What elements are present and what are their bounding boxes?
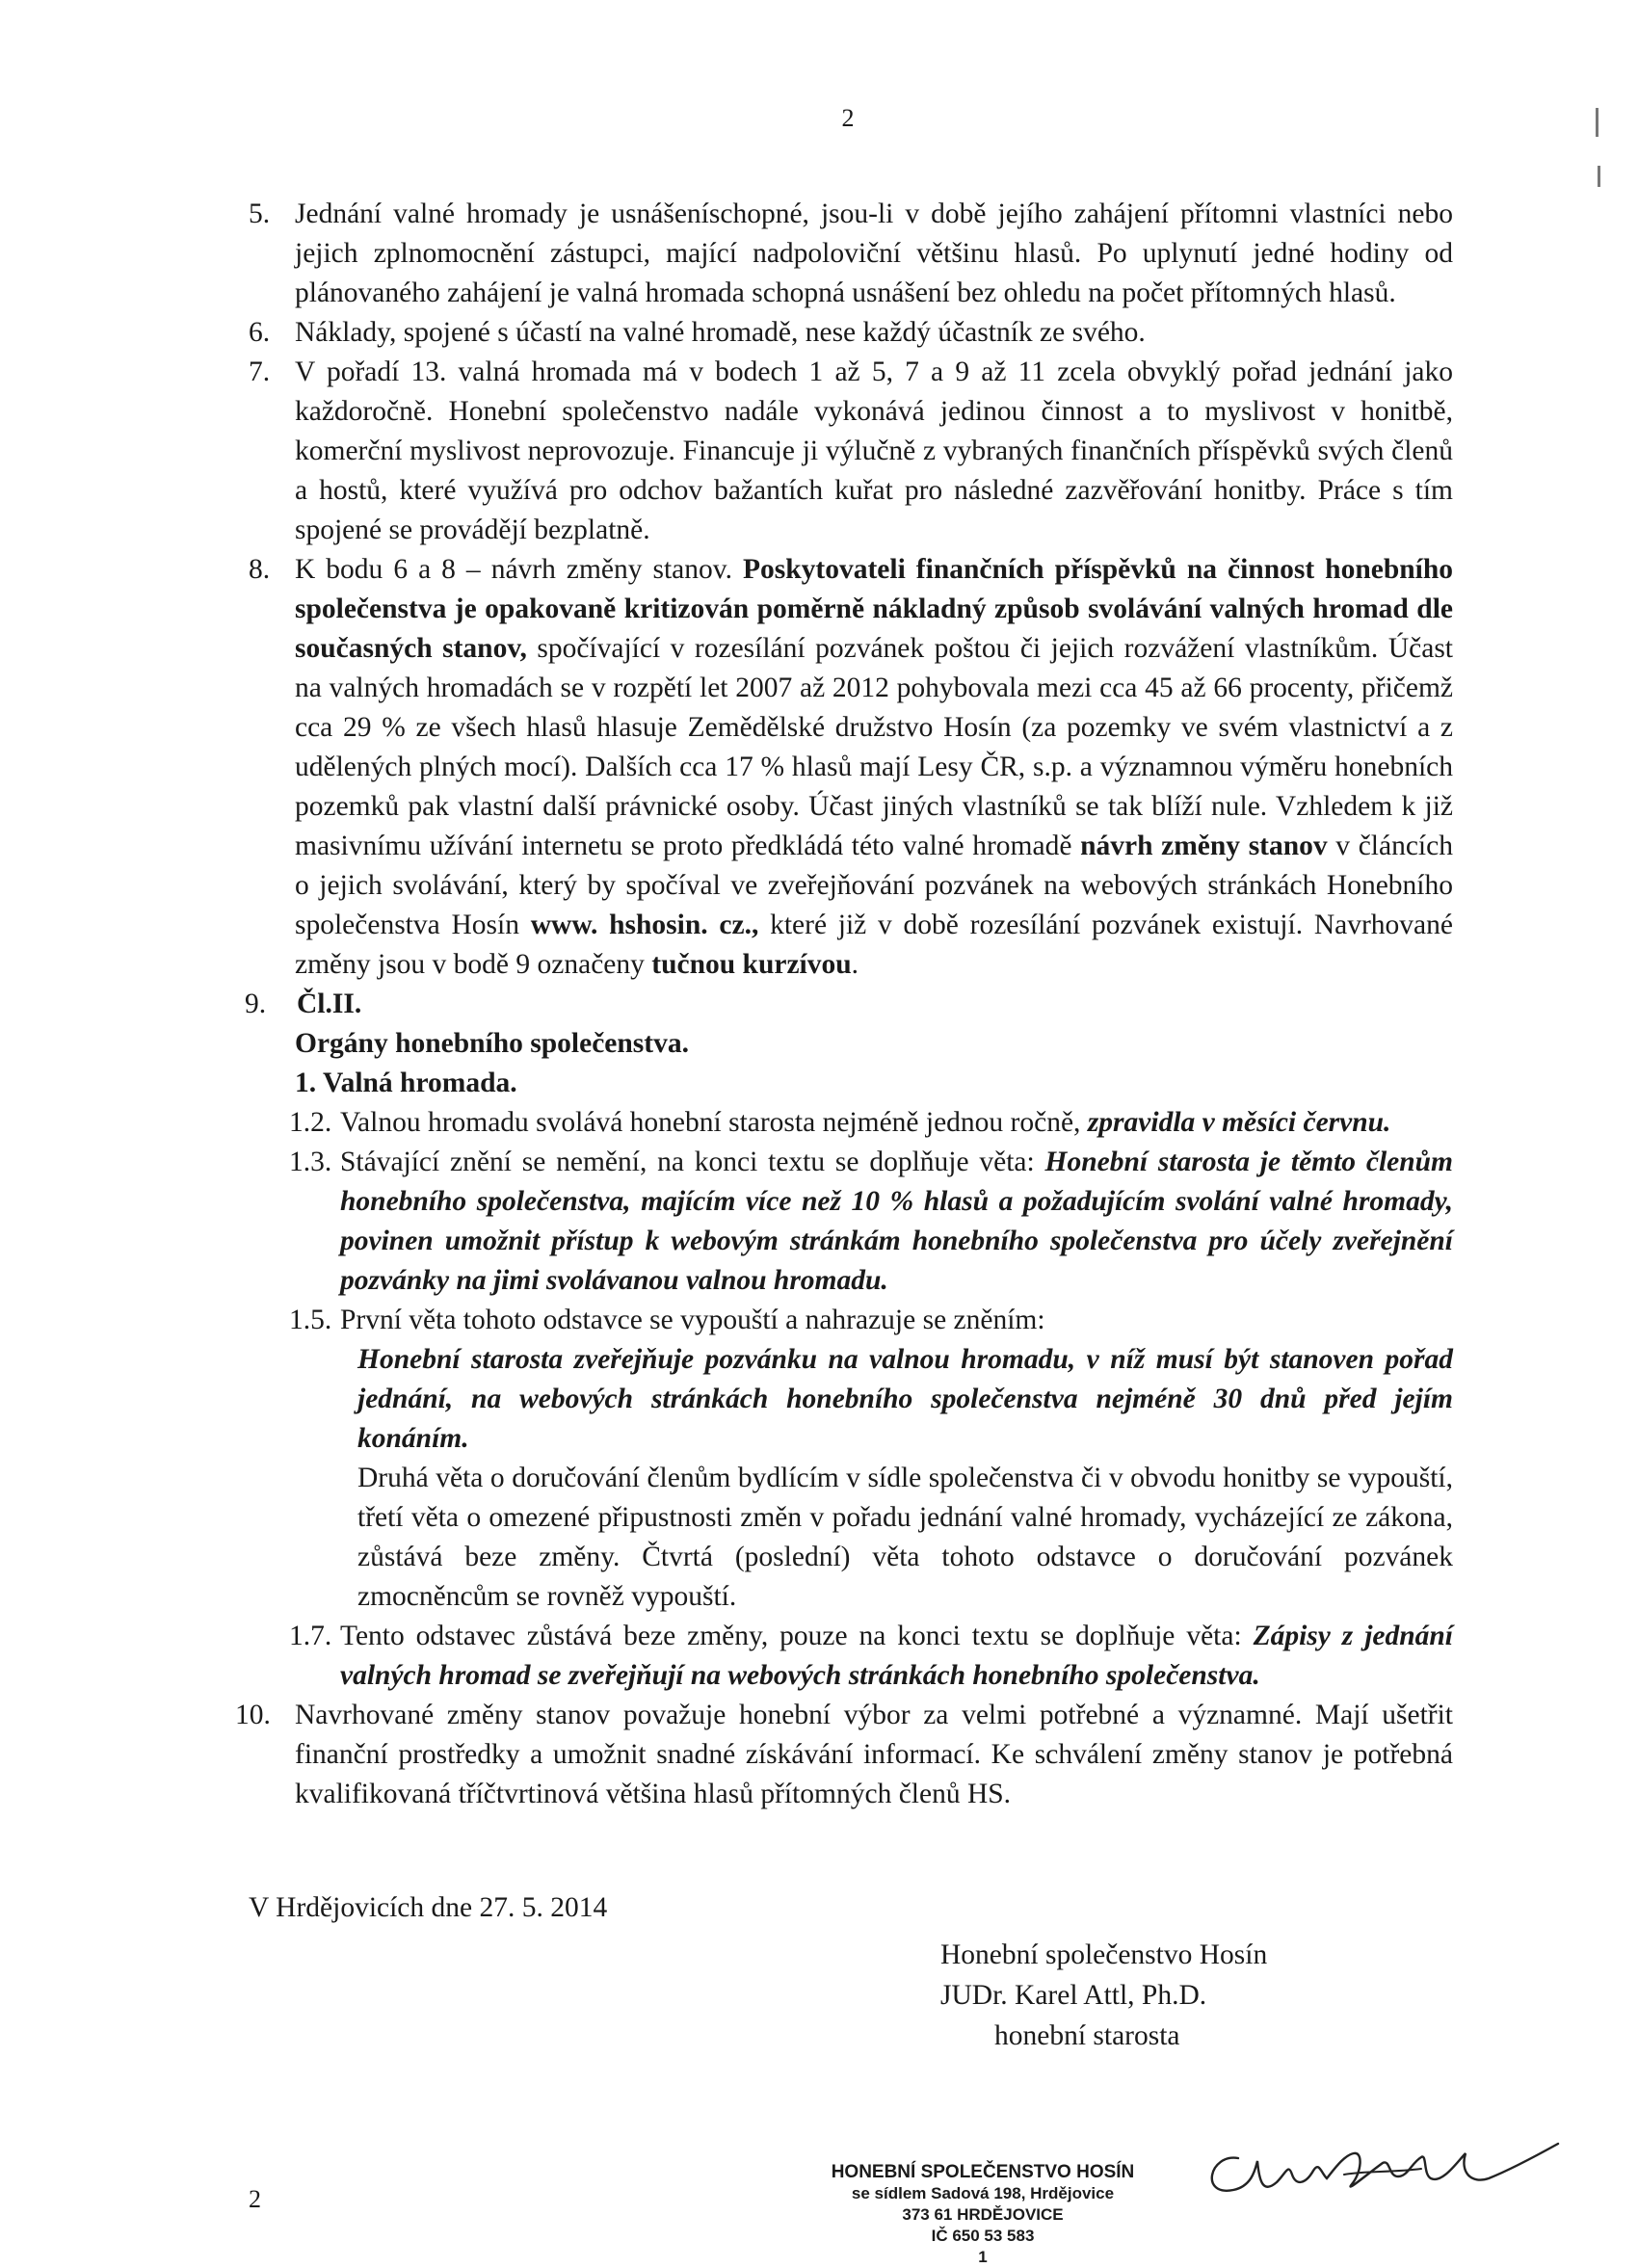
bold-italic-text-run: Zápisy z jednání valných hromad se zveřejňují na webových stránkách honebního společenstva. xyxy=(340,1621,1453,1691)
signatory-name: JUDr. Karel Attl, Ph.D. xyxy=(940,1980,1207,2011)
paragraph-number: 1.7. xyxy=(289,1621,332,1651)
list-item xyxy=(249,313,1453,353)
bold-italic-paragraph: Honební starosta zveřejňuje pozvánku na valnou hromadu, v níž musí být stanoven pořad jednání, na webových stránkách honebního společenstva nejméně 30 dnů před jejím konáním. xyxy=(357,1344,1453,1454)
signature-block xyxy=(940,1935,1267,2056)
paragraph-1-2 xyxy=(249,1103,1453,1143)
stamp-line: HONEBNÍ SPOLEČENSTVO HOSÍN xyxy=(831,2162,1135,2182)
item-number: 5. xyxy=(249,198,271,229)
stamp-line: se sídlem Sadová 198, Hrdějovice xyxy=(851,2184,1115,2202)
item-number: 10. xyxy=(235,1700,271,1730)
handwritten-signature xyxy=(1200,2115,1566,2221)
text-run: v článcích o jejich svolávání, který by spočíval ve zveřejňování pozvánek na webových stránkách Honebního společenstva Hosín xyxy=(295,831,1453,940)
stamp-line: 373 61 HRDĚJOVICE xyxy=(902,2205,1064,2224)
article-heading: Čl.II. xyxy=(297,989,362,1019)
paragraph-text xyxy=(340,1103,1453,1143)
text-run: K bodu 6 a 8 – návrh změny stanov. xyxy=(295,554,743,585)
paragraph-number: 1.5. xyxy=(289,1305,332,1335)
item-number: 7. xyxy=(249,356,271,387)
stamp-line: IČ 650 53 583 xyxy=(931,2227,1035,2245)
paragraph-number: 1.3. xyxy=(289,1147,332,1177)
bold-italic-text-run: zpravidla v měsíci červnu. xyxy=(1087,1107,1391,1138)
section-heading: Orgány honebního společenstva. xyxy=(295,1028,689,1059)
item-text: Jednání valné hromady je usnášeníschopné, jsou-li v době jejího zahájení přítomni vlastníci nebo jejich zplnomocnění zástupci, mající nadpoloviční většinu hlasů. Po uplynutí jedné hodiny od plánovaného zahájení je valná hromada schopná usnášení bez ohledu na počet přítomných hlasů. xyxy=(295,198,1453,308)
bold-text-run: Poskytovateli finančních příspěvků na činnost honebního společenstva je opakovaně kritizován poměrně nákladný způsob svolávání valných hromad dle současných stanov, xyxy=(295,554,1453,664)
list-item xyxy=(249,353,1453,550)
item-number: 8. xyxy=(249,554,271,585)
bold-text-run: návrh změny stanov xyxy=(1080,831,1328,861)
place-date-line: V Hrdějovicích dne 27. 5. 2014 xyxy=(249,1892,608,1923)
item-text: V pořadí 13. valná hromada má v bodech 1 až 5, 7 a 9 až 11 zcela obvyklý pořad jednání jako každoročně. Honební společenstvo nadále vykonává jedinou činnost a to myslivost v honitbě, komerční myslivost neprovozuje. Financuje ji výlučně z vybraných finančních příspěvků svých členů a hostů, které využívá pro odchov bažantích kuřat pro následné zazvěřování honitby. Práce s tím spojené se provádějí bezplatně. xyxy=(295,356,1453,545)
item-text xyxy=(295,550,1453,985)
list-item xyxy=(235,1696,1453,1814)
paragraph-number: 1.2. xyxy=(289,1107,332,1138)
page-number-bottom: 2 xyxy=(249,2185,261,2213)
paragraph-1-5 xyxy=(249,1301,1453,1617)
page-number-top: 2 xyxy=(841,104,855,132)
item-number: 9. xyxy=(245,989,267,1019)
website-link-text: www. hshosin. cz., xyxy=(530,910,759,940)
item-text: Náklady, spojené s účastí na valné hromadě, nese každý účastník ze svého. xyxy=(295,317,1146,348)
organization-name: Honební společenstvo Hosín xyxy=(940,1939,1268,1970)
text-run: které již v době rozesílání pozvánek existují. Navrhované změny jsou v bodě 9 označeny xyxy=(295,910,1453,980)
bold-italic-text-run: Honební starosta je těmto členům honebního společenstva, majícím více než 10 % hlasů a požadujícím svolání valné hromady, povinen umožnit přístup k webovým stránkám honebního společenstva pro účely zveřejnění pozvánky na jimi svolávanou valnou hromadu. xyxy=(340,1147,1454,1296)
list-item xyxy=(249,550,1453,985)
list-item xyxy=(245,985,1453,1024)
paragraph-1-3 xyxy=(249,1143,1453,1301)
stamp-line: 1 xyxy=(978,2248,988,2266)
text-run: Stávající znění se nemění, na konci textu se doplňuje věta: xyxy=(340,1147,1045,1177)
subsection-heading: 1. Valná hromada. xyxy=(295,1068,517,1098)
paragraph-text xyxy=(340,1617,1453,1696)
text-run: Valnou hromadu svolává honební starosta nejméně jednou ročně, xyxy=(340,1107,1088,1138)
scan-edge-mark xyxy=(1598,166,1600,187)
text-run: Tento odstavec zůstává beze změny, pouze na konci textu se doplňuje věta: xyxy=(340,1621,1254,1651)
paragraph-text: První věta tohoto odstavce se vypouští a nahrazuje se zněním: xyxy=(340,1305,1045,1335)
paragraph-text: Druhá věta o doručování členům bydlícím v sídle společenstva či v obvodu honitby se vypouští, třetí věta o omezené připustnosti změn v pořadu jednání valné hromady, vycházející ze zákona, zůstává beze změny. Čtvrtá (poslední) věta tohoto odstavce o doručování pozvánek zmocněncům se rovněž vypouští. xyxy=(357,1463,1453,1612)
signatory-role: honební starosta xyxy=(994,2020,1180,2051)
item-text: Navrhované změny stanov považuje honební výbor za velmi potřebné a významné. Mají ušetřit finanční prostředky a umožnit snadné získávání informací. Ke schválení změny stanov je potřebná kvalifikovaná tříčtvrtinová většina hlasů přítomných členů HS. xyxy=(295,1700,1453,1809)
document-body xyxy=(235,195,1454,1814)
paragraph-1-7 xyxy=(249,1617,1453,1696)
scan-edge-mark xyxy=(1596,108,1598,137)
bold-text-run: tučnou kurzívou xyxy=(651,949,852,980)
text-run: . xyxy=(851,949,859,980)
paragraph-text xyxy=(340,1143,1453,1301)
list-item xyxy=(249,195,1453,313)
text-run: spočívající v rozesílání pozvánek poštou či jejich rozvážení vlastníkům. Účast na valných hromadách se v rozpětí let 2007 až 2012 pohybovala mezi cca 45 až 66 procenty, přičemž cca 29 % ze všech hlasů hlasuje Zemědělské družstvo Hosín (za pozemky ve svém vlastnictví a z udělených plných mocí). Dalších cca 17 % hlasů mají Lesy ČR, s.p. a významnou výměru honebních pozemků pak vlastní další právnické osoby. Účast jiných vlastníků se tak blíží nule. Vzhledem k již masivnímu užívání internetu se proto předkládá této valné hromadě xyxy=(295,633,1453,861)
item-number: 6. xyxy=(249,317,271,348)
